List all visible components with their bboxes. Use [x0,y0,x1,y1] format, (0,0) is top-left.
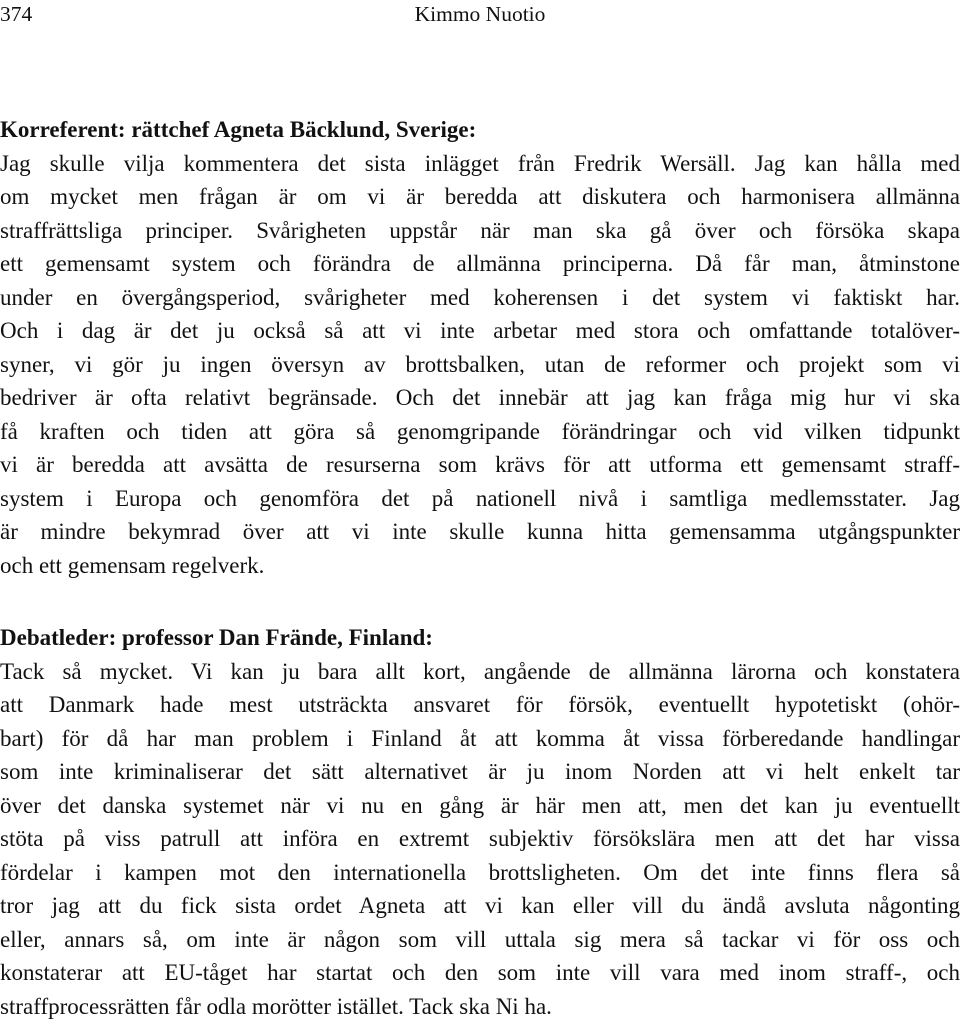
speech-paragraph [0,655,960,1024]
text-line: och ett gemensam regelverk. [0,552,265,578]
speaker-heading: Korreferent: rättchef Agneta Bäcklund, Sverige: [0,117,477,142]
text-line: straffrättsliga principer. Svårigheten uppstår när man ska gå över och försöka skapa [0,217,960,243]
text-line: att Danmark hade mest utsträckta ansvaret för försök, eventuellt hypotetiskt (ohör- [0,692,960,717]
text-line: över det danska systemet när vi nu en gång är här men att, men det kan ju eventuellt [0,792,960,818]
running-header [0,0,960,28]
text-line: syner, vi gör ju ingen översyn av brottsbalken, utan de reformer och projekt som vi [0,351,960,377]
text-line: bart) för då har man problem i Finland åt att komma åt vissa förberedande handlingar [0,725,960,751]
page-number: 374 [0,2,33,26]
speaker-section-frande [0,621,960,1023]
text-line: straffprocessrätten får odla morötter istället. Tack ska Ni ha. [0,993,552,1019]
text-line: som inte kriminaliserar det sätt alternativet är ju inom Norden att vi helt enkelt tar [0,759,960,784]
text-line: om mycket men frågan är om vi är beredda att diskutera och harmonisera allmänna [0,184,960,209]
text-line: fördelar i kampen mot den internationella brottsligheten. Om det inte finns flera så [0,859,960,885]
text-line: bedriver är ofta relativt begränsade. Och det innebär att jag kan fråga mig hur vi ska [0,385,960,410]
text-line: system i Europa och genomföra det på nationell nivå i samtliga medlemsstater. Jag [0,485,960,511]
text-line: ett gemensamt system och förändra de allmänna principerna. Då får man, åtminstone [0,251,960,276]
text-line: under en övergångsperiod, svårigheter med koherensen i det system vi faktiskt har. [0,284,960,310]
text-line: stöta på viss patrull att införa en extremt subjektiv försökslära men att det har vissa [0,826,960,851]
text-line: eller, annars så, om inte är någon som vill uttala sig mera så tackar vi för oss och [0,926,960,952]
text-line: Tack så mycket. Vi kan ju bara allt kort, angående de allmänna lärorna och konstatera [0,658,960,684]
text-line: konstaterar att EU-tåget har startat och den som inte vill vara med inom straff-, och [0,960,960,985]
text-line: få kraften och tiden att göra så genomgripande förändringar och vid vilken tidpunkt [0,418,960,444]
text-line: tror jag att du fick sista ordet Agneta att vi kan eller vill du ändå avsluta någonting [0,893,960,918]
speaker-heading: Debatleder: professor Dan Frände, Finland: [0,625,433,650]
text-line: Jag skulle vilja kommentera det sista inlägget från Fredrik Wersäll. Jag kan hålla med [0,150,960,176]
text-line: är mindre bekymrad över att vi inte skulle kunna hitta gemensamma utgångspunkter [0,519,960,544]
speech-paragraph [0,147,960,583]
text-line: vi är beredda att avsätta de resurserna som krävs för att utforma ett gemensamt straff- [0,452,960,477]
header-author: Kimmo Nuotio [414,2,546,26]
text-line: Och i dag är det ju också så att vi inte arbetar med stora och omfattande totalöver- [0,318,960,343]
speaker-section-backlund [0,113,960,582]
